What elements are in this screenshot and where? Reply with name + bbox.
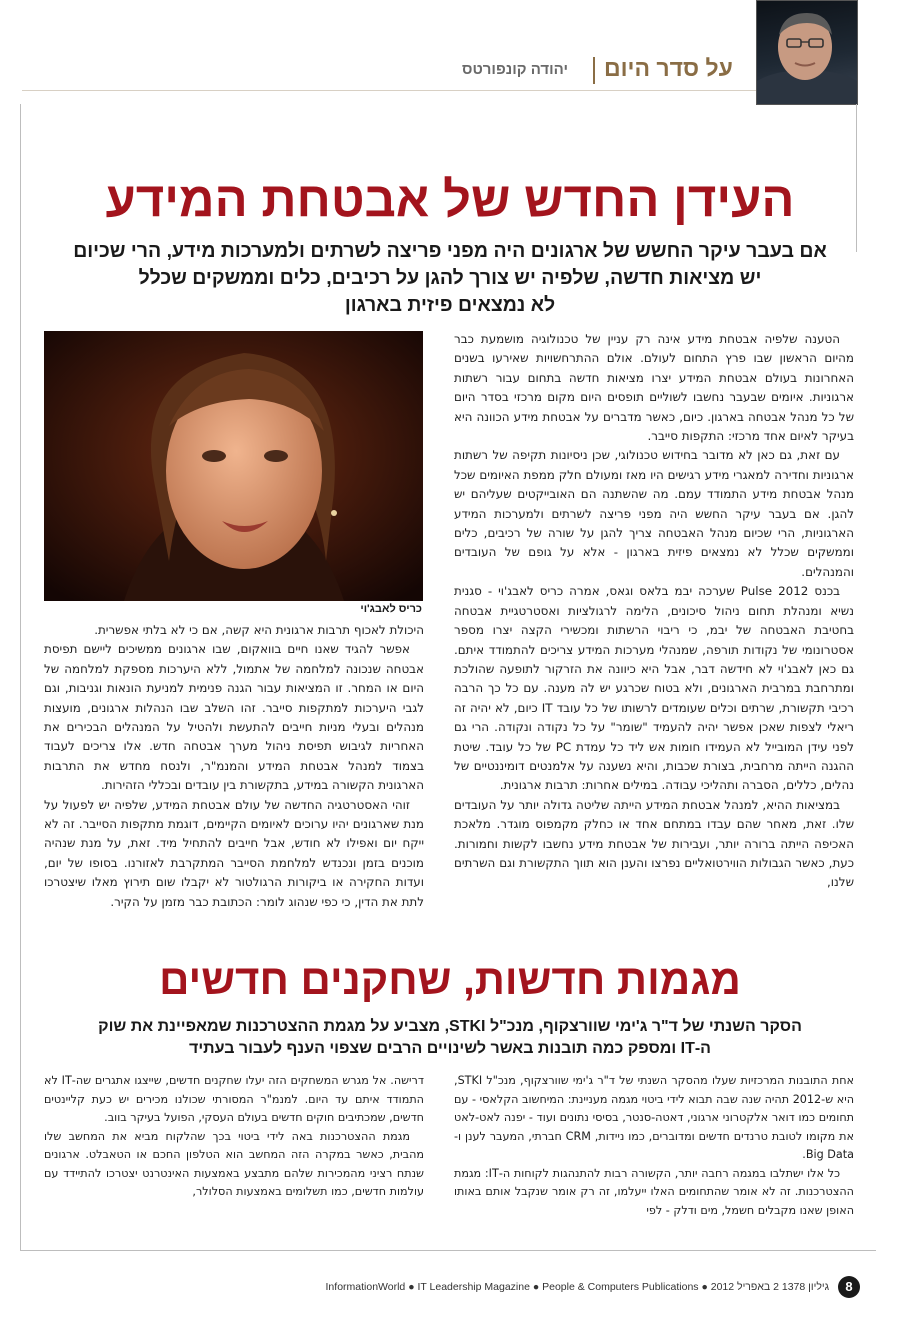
article2-headline: מגמות חדשות, שחקנים חדשים	[159, 956, 741, 1003]
page-number: 8	[838, 1276, 860, 1298]
photo-caption: כריס לאבג'וי	[360, 603, 422, 615]
deck-line: לא נמצאים פיזית בארגון	[344, 294, 556, 316]
paragraph: היכולת לאכוף תרבות ארגונית היא קשה, אם כי לא בלתי אפשרית.	[94, 623, 424, 637]
footer-date: 2 באפריל 2012	[710, 1280, 779, 1293]
paragraph: אפשר להגיד שאנו חיים בוואקום, שבו ארגונים ממשיכים ליישם תפיסת אבטחה שנכונה למלחמה של אתמול, ללא היערכות מספקת למלחמה של היום או המחר. זו המציאות עבור הגנה פנימית למניעת הונאות וגניבות, וגם לגבי היערכות למתקפות סייבר. זהו השלב שבו הנהלות ארגונים, מועצות מנהלים ובעלי מניות חייבים להתעשת ולהטיל על המנהלים הבכירים את האחריות לגיבוש תפיסת ניהול מערך אבטחה חדש. אלו צריכים לעבוד בצמוד למנהל אבטחת המידע והמנמ"ר, ולנסח מחדש את התרבות הארגונית הקשורה במידע, בתקשורת בין עובדים ובכללי הזהירות.	[44, 642, 424, 793]
footer-publication: People & Computers Publications	[542, 1280, 699, 1293]
deck-line: הסקר השנתי של ד"ר ג'ימי שוורצקוף, מנכ"ל STKI, מצביע על מגמת ההצטרכנות שמאפיינת את שוק	[98, 1018, 802, 1035]
author-name: יהודה קונפורטס	[462, 61, 569, 78]
footer-bullet: ●	[701, 1280, 708, 1293]
paragraph: במציאות ההיא, למנהל אבטחת המידע הייתה שליטה גדולה יותר על העובדים שלו. זאת, מאחר שהם עבדו במתחם אחד או כחלק מקמפוס מוגדר. מלאכת האכיפה הייתה ברורה יותר, ועבירות של אבטחת מידע נחשבו לקשות וחמורות. כעת, כאשר הגבולות הווירטואליים נפרצו והענן הוא תווך התקשורת וגם השרתים שלנו,	[454, 797, 854, 890]
article1-left-column	[44, 621, 424, 912]
frame-right-rule	[856, 104, 857, 252]
paragraph: הטענה שלפיה אבטחת מידע אינה רק עניין של טכנולוגיה מושמעת כבר מהיום הראשון שבו פרץ התחום לעולם. אולם ההתרחשויות שאירעו בשנים האחרונות בעולם אבטחת המידע יצרו מציאות חדשה בתחום עבור רשתות ארגוניות. איומים שבעבר נחשבו לשוליים תופסים היום מקום מרכזי בסדר היום של כל מנהל אבטחה בארגון. כיום, כאשר מדברים על אבטחת מידע הכוונה היא בעיקר לאיום אחד מרכזי: התקפות סייבר.	[454, 332, 854, 444]
paragraph: עם זאת, גם כאן לא מדובר בחידוש טכנולוגי, שכן ניסיונות תקיפה של רשתות ארגוניות וחדירה למאגרי מידע רגישים היו מאז ומעולם חלק ממפת האיומים שכל מנהל אבטחת מידע התמודד עמם. מה שהשתנה הם האובייקטים שעליהם יש להגן. אם בעבר עיקר החשש היה מפני פריצה לשרתים ולמערכות המידע הארגוניות, הרי שכיום מנהל האבטחה צריך להגן על שורה של רכיבים, כלים וממשקים שכלל לא נמצאים פיזית בארגון - אלא על גופם של העובדים והמנהלים.	[454, 448, 854, 579]
paragraph: כל אלו ישתלבו במגמה רחבה יותר, הקשורה רבות להתנהגות לקוחות ה-IT: מגמת ההצטרכנות. זה לא אומר שהתחומים האלו ייעלמו, זה רק אומר שנקבל אותם באותו האופן שאנו מקבלים חשמל, מים ודלק - לפי	[454, 1166, 854, 1217]
paragraph: מגמת ההצטרכנות באה לידי ביטוי בכך שהלקוח מביא את המחשב שלו מהבית, כאשר במקרה הזה המחשב הוא הטלפון החכם או הטאבלט. ארגונים שנתח רציני מהמכירות שלהם מתבצע באמצעות האינטרנט יצטרכו להתיידד עם עולמות חדשים, כמו תשלומים באמצעות הסלולר,	[44, 1129, 424, 1198]
deck-line: אם בעבר עיקר החשש של ארגונים היה מפני פריצה לשרתים ולמערכות מידע, הרי שכיום	[73, 240, 827, 262]
page-footer	[326, 1276, 860, 1298]
deck-line: יש מציאות חדשה, שלפיה יש צורך להגן על רכיבים, כלים וממשקים שכלל	[138, 267, 762, 289]
footer-bullet: ●	[532, 1280, 540, 1293]
deck-line: ה-IT ומספק כמה תובנות באשר לשינויים הרבים שצפוי הענף לעבור בעתיד	[189, 1040, 711, 1057]
paragraph: אחת התובנות המרכזיות שעלו מהסקר השנתי של ד"ר ג'ימי שוורצקוף, מנכ"ל STKI, היא ש-2012 תהיה שנה שבה תבוא לידי ביטוי מגמה מעניינת: המיחשוב הקלאסי - עם תחומים כמו דואר אלקטרוני ארגוני, דאטה-סנטר, בסיסי נתונים ועוד - יפנה לאט-לאט את מקומו לטובת טרנדים חדשים ומדוברים, כמו ניידות, CRM חברתי, המעבר לענן ו-Big Data.	[454, 1074, 855, 1161]
footer-publication: InformationWorld	[325, 1280, 406, 1293]
article1-deck	[40, 238, 860, 319]
header-separator	[593, 57, 595, 84]
paragraph: זוהי האסטרטגיה החדשה של עולם אבטחת המידע, שלפיה יש לפעול על מנת שארגונים יהיו ערוכים לאיומים הקיימים, דוגמת מתקפות הסייבר. זה לא ייקח יום ואפילו לא חודש, אבל חייבים להתחיל מיד. זאת, על מנת שנהיה מוכנים בזמן ונכנדש למלחמת הסייבר המתקרבת לאזורנו. בסופו של יום, ועדות החקירה או ביקורות הרגולטור לא יקבלו שום תירוץ מאלו שיצטרכו לתת את הדין, כי כפי שנהוג לומר: הכתובת כבר מזמן על הקיר.	[44, 797, 424, 909]
paragraph: בכנס Pulse 2012 שערכה יבמ בלאס וגאס, אמרה כריס לאבג'וי - סגנית נשיא ומנהלת תחום ניהול סיכונים, הלימה לרגולציות ואסטרטגיית אבטחה בחטיבת האבטחה של יבמ, כי ריבוי הרשתות ומכשירי הקצה יצרו מספר אסטרונומי של נקודות תורפה, שמנהלי מערכות המידע צריכים להתמודד איתם. גם כאן לאבג'וי לא חידשה דבר, אבל היא כיוונה את הזרקור לתופעה שהולכת ומתרחבת במרבית הארגונים, ולא בטוח שכרגע יש לה מענה. עם כל כך הרבה רכיבי תקשורת, שרתים וכלים שעומדים לרשותו של כל עובד IT כיום, לא יהיה זה ריאלי לצפות שאכן אפשר יהיה להעמיד "שומר" על כל נקודה ונקודה. הרי גם לפני עידן המובייל לא העמידו חומות אש ליד כל עמדת PC של כל עובד. שיטת ההגנה הייתה מרחבית, בצורת שכבות, והיא נשענה על אלמנטים דומיננטיים של נהלים, כללים, הסברה ותהליכי עבודה. במילים אחרות: תרבות ארגונית.	[454, 584, 854, 793]
article2-left-column	[44, 1072, 424, 1202]
author-photo	[756, 0, 858, 105]
article2-right-column	[454, 1072, 854, 1220]
article1-headline: העידן החדש של אבטחת המידע	[105, 173, 795, 227]
paragraph: דרישה. אל מגרש המשחקים הזה יעלו שחקנים חדשים, שייצגו אתגרים שה-IT לא התמודד איתם עד היום. למנמ"ר המסורתי שכולנו מכירים יש כעת קליינטים חדשים, שמכתיבים חוקים חדשים בעולם העסקי, הפועל בעיקר בווב.	[44, 1074, 424, 1124]
frame-left-rule	[20, 104, 21, 1250]
article2-deck	[40, 1016, 860, 1060]
footer-bullet: ●	[408, 1280, 415, 1293]
frame-bottom-rule	[20, 1250, 876, 1251]
speaker-photo	[44, 331, 423, 601]
article1-right-column	[454, 330, 854, 893]
issue-number: גיליון 1378	[781, 1280, 830, 1293]
column-title: על סדר היום	[604, 55, 733, 81]
footer-publication: IT Leadership Magazine	[417, 1280, 530, 1293]
